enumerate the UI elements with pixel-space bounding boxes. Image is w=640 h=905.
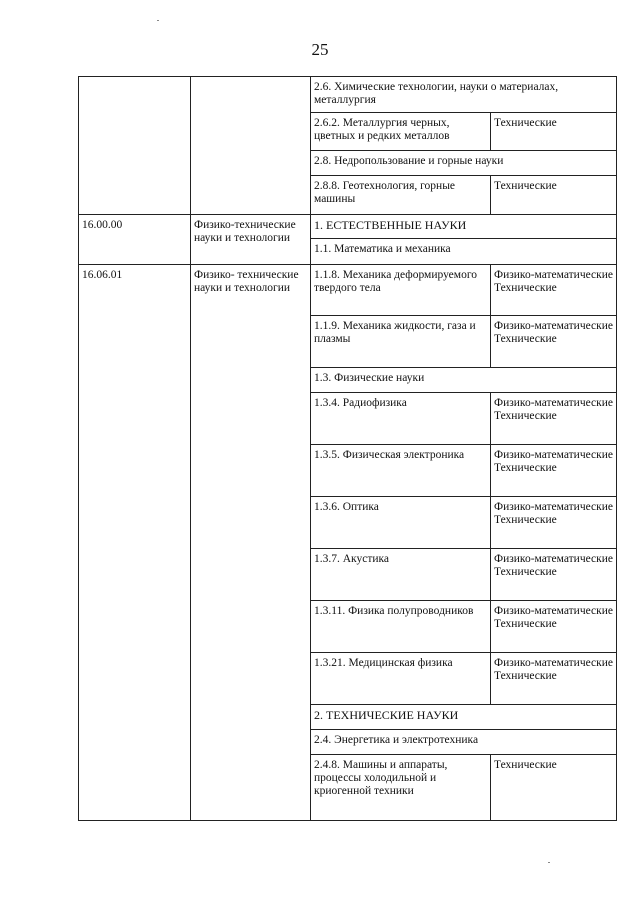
specialty-cell: 2.4.8. Машины и аппараты, процессы холодильной и криогенной техники <box>311 755 491 821</box>
specialty-cell: 1.1.8. Механика деформируемого твердого тела <box>311 265 491 316</box>
specialty-cell: 1.3.11. Физика полупроводников <box>311 601 491 653</box>
specialty-group-cell: 1.1. Математика и механика <box>311 239 617 265</box>
table-row <box>79 265 617 316</box>
scan-speck <box>548 862 550 863</box>
specialty-cell: 1.1.9. Механика жидкости, газа и плазмы <box>311 316 491 368</box>
branch-cell: Физико-математические Технические <box>491 601 617 653</box>
specialty-cell: 1.3.4. Радиофизика <box>311 393 491 445</box>
name-cell: Физико- технические науки и технологии <box>191 265 311 821</box>
branch-cell: Физико-математические Технические <box>491 265 617 316</box>
branch-cell: Физико-математические Технические <box>491 497 617 549</box>
table-row <box>79 77 617 113</box>
code-cell: 16.06.01 <box>79 265 191 821</box>
scan-speck <box>157 20 159 21</box>
specialty-group-cell: 2.4. Энергетика и электротехника <box>311 730 617 755</box>
specialties-table <box>78 76 617 821</box>
branch-cell: Физико-математические Технические <box>491 445 617 497</box>
specialty-cell: 1.3.5. Физическая электроника <box>311 445 491 497</box>
section-header-cell: 2. ТЕХНИЧЕСКИЕ НАУКИ <box>311 705 617 730</box>
branch-cell: Физико-математические Технические <box>491 549 617 601</box>
specialty-cell: 1.3.6. Оптика <box>311 497 491 549</box>
branch-cell: Технические <box>491 113 617 151</box>
branch-cell: Физико-математические Технические <box>491 316 617 368</box>
specialty-group-cell: 1.3. Физические науки <box>311 368 617 393</box>
name-cell <box>191 77 311 215</box>
branch-cell: Технические <box>491 176 617 215</box>
table-row <box>79 215 617 239</box>
specialty-group-cell: 2.6. Химические технологии, науки о материалах, металлургия <box>311 77 617 113</box>
branch-cell: Технические <box>491 755 617 821</box>
section-header-cell: 1. ЕСТЕСТВЕННЫЕ НАУКИ <box>311 215 617 239</box>
specialty-cell: 1.3.7. Акустика <box>311 549 491 601</box>
code-cell: 16.00.00 <box>79 215 191 265</box>
branch-cell: Физико-математические Технические <box>491 393 617 445</box>
name-cell: Физико-технические науки и технологии <box>191 215 311 265</box>
specialty-cell: 2.8.8. Геотехнология, горные машины <box>311 176 491 215</box>
branch-cell: Физико-математические Технические <box>491 653 617 705</box>
specialty-cell: 2.6.2. Металлургия черных, цветных и редких металлов <box>311 113 491 151</box>
page-number: 25 <box>311 40 329 59</box>
specialty-cell: 1.3.21. Медицинская физика <box>311 653 491 705</box>
specialty-group-cell: 2.8. Недропользование и горные науки <box>311 151 617 176</box>
code-cell <box>79 77 191 215</box>
